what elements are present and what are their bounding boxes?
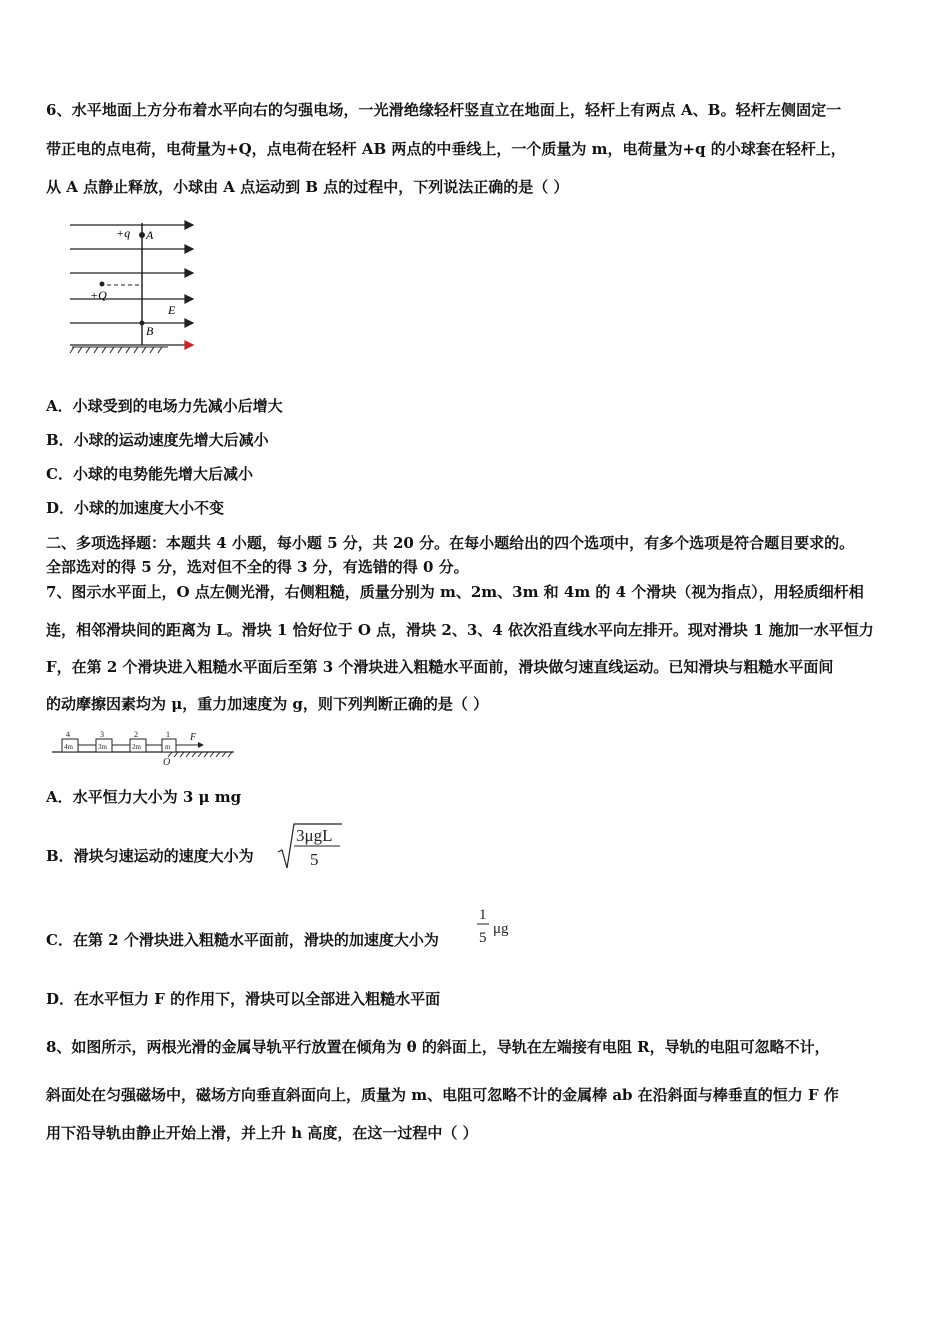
fraction-expression (475, 902, 525, 950)
fraction-tail: μg (493, 921, 509, 937)
block-4-number: 4 (66, 730, 70, 739)
label-E: E (168, 303, 176, 317)
label-plus-q: +q (116, 226, 131, 240)
q6-option-a: A．小球受到的电场力先减小后增大 (46, 397, 283, 415)
block-2-mass: 2m (132, 743, 141, 751)
q6-field-figure (60, 215, 205, 360)
q7-line-2: 连，相邻滑块间的距离为 L。滑块 1 恰好位于 O 点，滑块 2、3、4 依次沿直线水平向左排开。现对滑块 1 施加一水平恒力 (46, 621, 874, 639)
label-plus-Q: +Q (90, 288, 107, 302)
q7-line-4: 的动摩擦因素均为 μ，重力加速度为 g，则下列判断正确的是（ ） (46, 695, 489, 713)
block-3-mass: 3m (98, 743, 107, 751)
label-O: O (163, 757, 171, 768)
q6-option-d: D．小球的加速度大小不变 (46, 499, 225, 517)
q6-line-2: 带正电的点电荷，电荷量为+Q，点电荷在轻杆 AB 两点的中垂线上，一个质量为 m，电荷量为+q 的小球套在轻杆上， (46, 140, 846, 158)
sqrt-denominator: 5 (310, 850, 319, 869)
block-1-number: 1 (166, 730, 170, 739)
block-4-mass: 4m (64, 743, 73, 751)
section2-line-2: 全部选对的得 5 分，选对但不全的得 3 分，有选错的得 0 分。 (46, 558, 469, 576)
label-A: A (146, 228, 154, 242)
q7-line-3: F，在第 2 个滑块进入粗糙水平面后至第 3 个滑块进入粗糙水平面前，滑块做匀速直线运动。已知滑块与粗糙水平面间 (46, 658, 834, 676)
q8-line-2: 斜面处在匀强磁场中，磁场方向垂直斜面向上，质量为 m、电阻可忽略不计的金属棒 ab 在沿斜面与棒垂直的恒力 F 作 (46, 1086, 839, 1104)
q6-line-1: 6、水平地面上方分布着水平向右的匀强电场，一光滑绝缘轻杆竖直立在地面上，轻杆上有两点 A、B。轻杆左侧固定一 (46, 101, 842, 119)
q7-option-a: A．水平恒力大小为 3 μ mg (46, 788, 242, 806)
sqrt-expression (276, 818, 346, 874)
q6-option-c: C．小球的电势能先增大后减小 (46, 465, 253, 483)
q7-option-b: B．滑块匀速运动的速度大小为 (46, 847, 254, 865)
q7-option-c: C．在第 2 个滑块进入粗糙水平面前，滑块的加速度大小为 (46, 931, 439, 949)
fraction-denominator: 5 (479, 930, 487, 946)
section2-line-1: 二、多项选择题：本题共 4 小题，每小题 5 分，共 20 分。在每小题给出的四个选项中，有多个选项是符合题目要求的。 (46, 534, 855, 552)
q7-blocks-figure (48, 728, 238, 768)
q8-line-3: 用下沿导轨由静止开始上滑，并上升 h 高度，在这一过程中（ ） (46, 1124, 478, 1142)
block-3-number: 3 (100, 730, 104, 739)
q7-line-1: 7、图示水平面上，O 点左侧光滑，右侧粗糙，质量分别为 m、2m、3m 和 4m 的 4 个滑块（视为指点），用轻质细杆相 (46, 583, 864, 601)
block-2-number: 2 (134, 730, 138, 739)
label-B: B (146, 324, 154, 338)
q6-line-3: 从 A 点静止释放，小球由 A 点运动到 B 点的过程中，下列说法正确的是（ ） (46, 178, 569, 196)
q8-line-1: 8、如图所示，两根光滑的金属导轨平行放置在倾角为 θ 的斜面上，导轨在左端接有电阻 R，导轨的电阻可忽略不计， (46, 1038, 830, 1056)
block-1-mass: m (165, 743, 171, 751)
q6-option-b: B．小球的运动速度先增大后减小 (46, 431, 269, 449)
label-F: F (190, 732, 197, 743)
fraction-numerator: 1 (479, 907, 487, 923)
q7-option-d: D．在水平恒力 F 的作用下，滑块可以全部进入粗糙水平面 (46, 990, 441, 1008)
sqrt-numerator: 3μgL (296, 826, 333, 845)
